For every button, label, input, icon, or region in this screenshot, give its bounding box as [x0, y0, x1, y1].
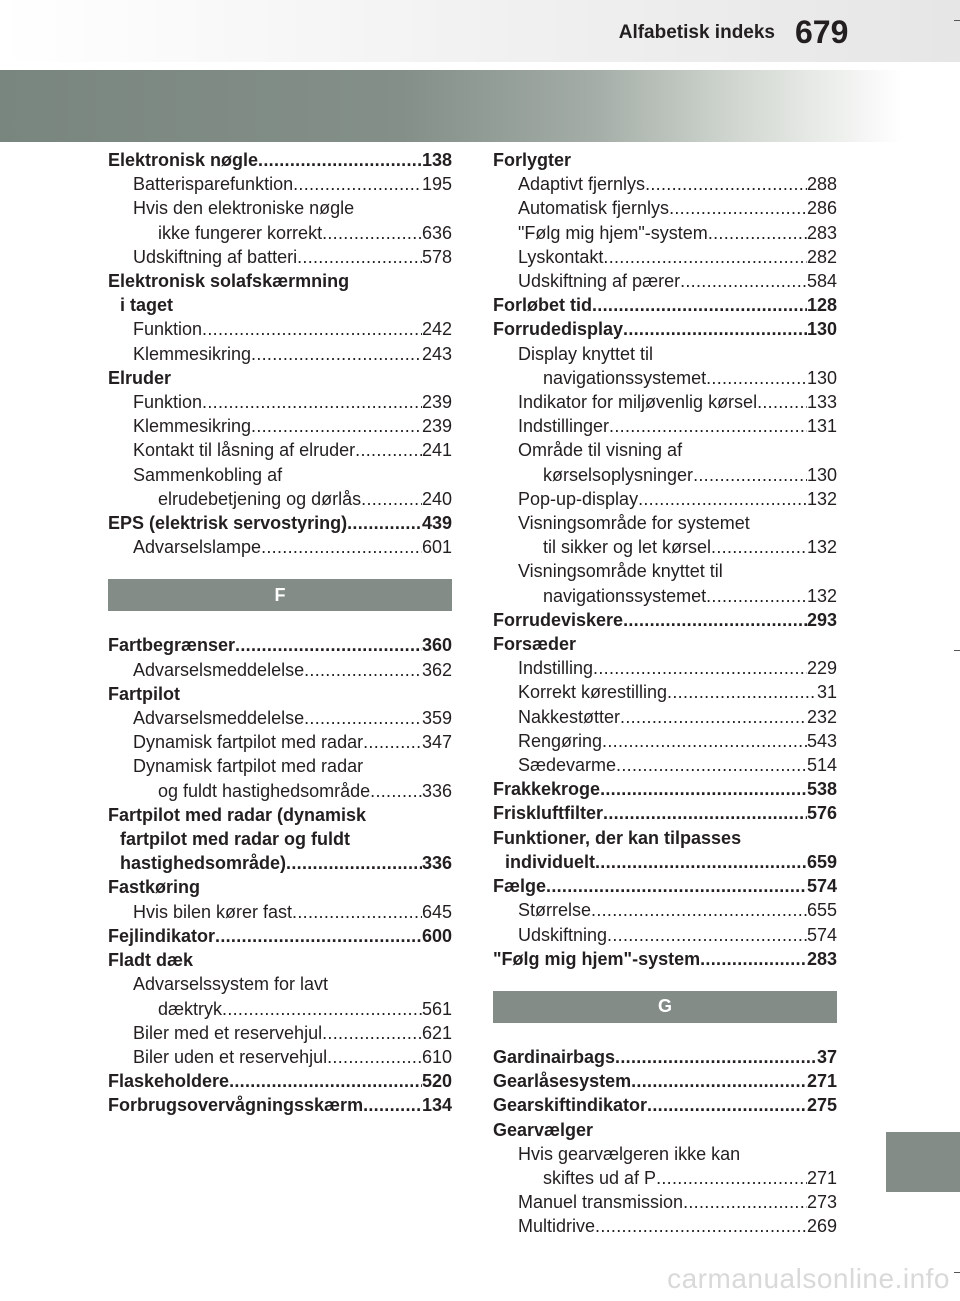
dot-leader	[286, 851, 422, 875]
page-reference[interactable]: 283	[806, 948, 837, 969]
dot-leader	[620, 705, 807, 729]
dot-leader	[363, 1093, 422, 1117]
index-entry	[493, 874, 837, 898]
index-term: Forlygter	[493, 150, 572, 170]
index-entry	[108, 851, 452, 875]
index-entry	[108, 730, 452, 754]
dot-leader	[623, 317, 807, 341]
crop-mark	[954, 20, 960, 21]
index-entry	[493, 535, 837, 559]
index-term: individuelt	[505, 851, 595, 872]
index-term: Display knyttet til	[518, 343, 654, 364]
page-reference[interactable]: 134	[421, 1095, 452, 1116]
index-entry	[493, 293, 837, 317]
index-term: Flaskeholdere	[108, 1071, 230, 1092]
index-term: Størrelse	[518, 900, 592, 921]
dot-leader	[304, 706, 422, 730]
index-term: i taget	[120, 295, 174, 316]
page-reference[interactable]: 128	[806, 295, 837, 316]
index-entry	[108, 511, 452, 535]
index-entry	[493, 172, 837, 196]
dot-leader	[202, 390, 422, 414]
index-term: Advarselsmeddelelse	[133, 708, 305, 729]
index-term: ikke fungerer korrekt	[158, 222, 323, 243]
index-term: Hvis gearvælgeren ikke kan	[518, 1143, 741, 1164]
index-entry	[108, 924, 452, 948]
page-reference[interactable]: 645	[421, 901, 452, 922]
watermark: carmanualsonline.info	[667, 1263, 950, 1294]
dot-leader	[603, 245, 807, 269]
index-term: Advarselslampe	[133, 537, 262, 558]
index-entry	[108, 221, 452, 245]
dot-leader	[700, 947, 807, 971]
index-entry	[108, 148, 452, 172]
page-reference[interactable]: 561	[421, 998, 452, 1019]
index-entry	[493, 245, 837, 269]
index-term: Fælge	[493, 876, 547, 897]
index-entry	[493, 898, 837, 922]
dot-leader	[595, 850, 807, 874]
page-reference[interactable]: 601	[421, 537, 452, 558]
index-entry	[493, 1069, 837, 1093]
dot-leader	[235, 633, 422, 657]
page-reference[interactable]: 239	[421, 392, 452, 413]
index-entry	[108, 658, 452, 682]
index-entry	[108, 1069, 452, 1093]
index-column-right	[493, 148, 837, 1239]
index-entry	[108, 245, 452, 269]
index-term: navigationssystemet	[543, 367, 707, 388]
index-term: Fartpilot med radar (dynamisk	[108, 804, 367, 825]
index-term: Automatisk fjernlys	[518, 198, 670, 219]
index-entry	[493, 269, 837, 293]
page-header	[0, 0, 960, 62]
page-reference[interactable]: 576	[806, 803, 837, 824]
index-entry	[493, 366, 837, 390]
index-term: Sammenkobling af	[133, 464, 283, 485]
page-reference[interactable]: 543	[806, 730, 837, 751]
header-title: Alfabetisk indeks	[618, 22, 775, 43]
index-term: Gearvælger	[493, 1119, 594, 1140]
index-term: Forløbet tid	[493, 295, 592, 316]
dot-leader	[693, 463, 807, 487]
index-entry	[493, 463, 837, 487]
dot-leader	[616, 753, 807, 777]
index-term: Område til visning af	[518, 440, 683, 461]
index-term: Friskluftfilter	[493, 803, 604, 824]
index-entry	[493, 390, 837, 414]
index-entry	[493, 608, 837, 632]
page-reference[interactable]: 659	[806, 851, 837, 872]
page-reference[interactable]: 655	[806, 900, 837, 921]
page-reference[interactable]: 362	[421, 659, 452, 680]
page-reference[interactable]: 621	[421, 1022, 452, 1043]
index-entry	[108, 997, 452, 1021]
index-entry	[493, 317, 837, 341]
dot-leader	[638, 487, 807, 511]
dot-leader	[631, 1069, 807, 1093]
index-entry	[493, 801, 837, 825]
index-entry	[493, 850, 837, 874]
dot-leader	[261, 535, 422, 559]
dot-leader	[229, 1069, 422, 1093]
page-reference[interactable]: 241	[421, 440, 452, 461]
index-entry	[493, 680, 837, 704]
page-reference[interactable]: 132	[806, 488, 837, 509]
dot-leader	[602, 729, 807, 753]
index-term: Sædevarme	[518, 755, 617, 776]
index-term: Fartbegrænser	[108, 635, 236, 656]
index-term: Dynamisk fartpilot med radar	[133, 732, 364, 753]
index-entry	[493, 753, 837, 777]
index-entry	[493, 1214, 837, 1238]
dot-leader	[363, 730, 422, 754]
index-entry	[108, 1045, 452, 1069]
index-term: Forbrugsovervågningsskærm	[108, 1095, 364, 1116]
index-term: skiftes ud af P	[543, 1167, 657, 1188]
page-reference[interactable]: 269	[806, 1216, 837, 1237]
index-term: Indstilling	[518, 658, 594, 679]
index-term: Biler uden et reservehjul	[133, 1046, 328, 1067]
dot-leader	[592, 293, 807, 317]
dot-leader	[258, 148, 422, 172]
index-entry	[493, 777, 837, 801]
page-reference[interactable]: 336	[421, 853, 452, 874]
index-entry	[108, 706, 452, 730]
index-term: Gardinairbags	[493, 1046, 616, 1067]
dot-leader	[322, 221, 422, 245]
index-term: hastighedsområde)	[120, 853, 287, 874]
page-reference[interactable]: 293	[806, 609, 837, 630]
dot-leader	[708, 221, 807, 245]
page-reference[interactable]: 283	[806, 222, 837, 243]
dot-leader	[603, 801, 807, 825]
dot-leader	[347, 511, 422, 535]
index-term: Klemmesikring	[133, 343, 252, 364]
page-reference[interactable]: 286	[806, 198, 837, 219]
index-term: Dynamisk fartpilot med radar	[133, 756, 364, 777]
index-entry	[493, 729, 837, 753]
index-entry	[493, 656, 837, 680]
page-number: 679	[795, 14, 849, 50]
index-entry	[493, 414, 837, 438]
dot-leader	[623, 608, 807, 632]
dot-leader	[546, 874, 807, 898]
index-term: Forrudedisplay	[493, 319, 624, 340]
index-term: elrudebetjening og dørlås	[158, 488, 362, 509]
dot-leader	[297, 245, 422, 269]
section-header: G	[493, 991, 837, 1023]
dot-leader	[645, 172, 807, 196]
index-term: Adaptivt fjernlys	[518, 174, 646, 195]
index-entry	[108, 172, 452, 196]
page-reference[interactable]: 229	[806, 658, 837, 679]
page-reference[interactable]: 31	[816, 682, 837, 703]
index-entry	[493, 1166, 837, 1190]
dot-leader	[215, 924, 422, 948]
index-term: Fastkøring	[108, 877, 201, 898]
page-reference[interactable]: 574	[806, 876, 837, 897]
dot-leader	[251, 342, 422, 366]
dot-leader	[656, 1166, 807, 1190]
index-term: Visningsområde for systemet	[518, 513, 750, 534]
index-term: Advarselsmeddelelse	[133, 659, 305, 680]
section-header: F	[108, 579, 452, 611]
index-entry	[493, 1093, 837, 1117]
dot-leader	[327, 1045, 422, 1069]
page-reference[interactable]: 240	[421, 488, 452, 509]
index-entry	[108, 1021, 452, 1045]
dot-leader	[647, 1093, 807, 1117]
index-term: Nakkestøtter	[518, 706, 621, 727]
index-entry	[108, 779, 452, 803]
dot-leader	[669, 196, 807, 220]
index-term: Udskiftning	[518, 924, 608, 945]
index-entry	[493, 221, 837, 245]
page-reference[interactable]: 133	[806, 392, 837, 413]
index-term: Hvis den elektroniske nøgle	[133, 198, 355, 219]
index-entry	[108, 633, 452, 657]
page-reference[interactable]: 610	[421, 1046, 452, 1067]
page-reference[interactable]: 574	[806, 924, 837, 945]
page-reference[interactable]: 232	[806, 706, 837, 727]
index-term: kørselsoplysninger	[543, 464, 694, 485]
index-term: Elruder	[108, 367, 172, 388]
page-reference[interactable]: 636	[421, 222, 452, 243]
index-entry	[108, 900, 452, 924]
page-reference[interactable]: 195	[421, 174, 452, 195]
index-term: Klemmesikring	[133, 416, 252, 437]
index-term: Fejlindikator	[108, 925, 216, 946]
page-reference[interactable]: 130	[806, 464, 837, 485]
page-reference[interactable]: 130	[806, 367, 837, 388]
index-term: EPS (elektrisk servostyring)	[108, 513, 348, 534]
index-term: Udskiftning af batteri	[133, 246, 298, 267]
page-reference[interactable]: 132	[806, 537, 837, 558]
index-term: Korrekt kørestilling	[518, 682, 668, 703]
dot-leader	[293, 172, 422, 196]
page-reference[interactable]: 439	[421, 513, 452, 534]
dot-leader	[615, 1045, 817, 1069]
index-term: Indikator for miljøvenlig kørsel	[518, 392, 758, 413]
dot-leader	[607, 923, 807, 947]
index-term: Batterisparefunktion	[133, 174, 294, 195]
dot-leader	[683, 1190, 807, 1214]
index-term: til sikker og let kørsel	[543, 537, 712, 558]
page-reference[interactable]: 130	[806, 319, 837, 340]
page-reference[interactable]: 288	[806, 174, 837, 195]
dot-leader	[706, 366, 807, 390]
index-term: Elektronisk nøgle	[108, 150, 259, 170]
index-entry	[493, 947, 837, 971]
index-entry	[108, 342, 452, 366]
index-term: Fladt dæk	[108, 950, 194, 971]
page-reference[interactable]: 131	[806, 416, 837, 437]
index-entry	[493, 1190, 837, 1214]
index-entry	[108, 317, 452, 341]
index-entry	[108, 390, 452, 414]
page-reference[interactable]: 520	[421, 1071, 452, 1092]
chapter-tab	[886, 1132, 960, 1192]
index-term: Udskiftning af pærer	[518, 271, 681, 292]
index-term: Multidrive	[518, 1216, 596, 1237]
dot-leader	[222, 997, 422, 1021]
index-term: Pop-up-display	[518, 488, 639, 509]
page-reference[interactable]: 514	[806, 755, 837, 776]
dot-leader	[202, 317, 422, 341]
header-band	[0, 70, 960, 142]
dot-leader	[711, 535, 807, 559]
crop-mark	[954, 1272, 960, 1273]
dot-leader	[706, 584, 807, 608]
index-entry	[108, 1093, 452, 1117]
index-term: Lyskontakt	[518, 246, 604, 267]
index-term: Frakkekroge	[493, 779, 601, 800]
index-column-left	[108, 148, 452, 1118]
index-entry	[493, 705, 837, 729]
index-term: Kontakt til låsning af elruder	[133, 440, 356, 461]
index-term: Gearlåsesystem	[493, 1071, 632, 1092]
page-reference[interactable]: 600	[421, 925, 452, 946]
dot-leader	[609, 414, 807, 438]
page-reference[interactable]: 273	[806, 1192, 837, 1213]
index-term: dæktryk	[158, 998, 223, 1019]
index-term: Visningsområde knyttet til	[518, 561, 723, 582]
index-entry	[493, 487, 837, 511]
index-term: fartpilot med radar og fuldt	[120, 829, 351, 850]
index-entry	[493, 196, 837, 220]
index-term: Gearskiftindikator	[493, 1095, 648, 1116]
dot-leader	[667, 680, 817, 704]
page-reference[interactable]: 282	[806, 246, 837, 267]
index-entry	[108, 414, 452, 438]
index-term: Fartpilot	[108, 683, 180, 704]
dot-leader	[370, 779, 422, 803]
index-entry	[493, 584, 837, 608]
index-entry	[108, 487, 452, 511]
dot-leader	[593, 656, 807, 680]
page-reference[interactable]: 336	[421, 780, 452, 801]
index-term: Funktion	[133, 392, 203, 413]
index-term: Forrudeviskere	[493, 609, 624, 630]
index-term: og fuldt hastighedsområde	[158, 780, 371, 801]
dot-leader	[361, 487, 422, 511]
index-term: Forsæder	[493, 634, 577, 655]
index-term: Advarselssystem for lavt	[133, 974, 329, 995]
page-reference[interactable]: 132	[806, 585, 837, 606]
dot-leader	[292, 900, 422, 924]
dot-leader	[322, 1021, 422, 1045]
page-reference[interactable]: 275	[806, 1095, 837, 1116]
page-reference[interactable]: 271	[806, 1071, 837, 1092]
index-entry	[493, 923, 837, 947]
index-term: Manuel transmission	[518, 1192, 684, 1213]
index-term: Elektronisk solafskærmning	[108, 271, 350, 292]
dot-leader	[595, 1214, 807, 1238]
index-entry	[108, 535, 452, 559]
page-reference[interactable]: 347	[421, 732, 452, 753]
page-reference[interactable]: 271	[806, 1167, 837, 1188]
index-entry	[493, 1045, 837, 1069]
page-reference[interactable]: 37	[816, 1046, 837, 1067]
index-term: Funktioner, der kan tilpasses	[493, 827, 742, 848]
index-term: navigationssystemet	[543, 585, 707, 606]
dot-leader	[680, 269, 807, 293]
page-reference[interactable]: 243	[421, 343, 452, 364]
dot-leader	[355, 438, 422, 462]
index-term: "Følg mig hjem"-system	[518, 222, 708, 243]
page-reference[interactable]: 538	[806, 779, 837, 800]
dot-leader	[591, 898, 807, 922]
index-term: Biler med et reservehjul	[133, 1022, 323, 1043]
dot-leader	[304, 658, 422, 682]
page-reference[interactable]: 242	[421, 319, 452, 340]
page-reference[interactable]: 239	[421, 416, 452, 437]
page-reference[interactable]: 584	[806, 271, 837, 292]
index-entry	[108, 438, 452, 462]
index-term: Indstillinger	[518, 416, 610, 437]
dot-leader	[251, 414, 422, 438]
page-reference[interactable]: 359	[421, 708, 452, 729]
page-reference[interactable]: 578	[421, 246, 452, 267]
dot-leader	[600, 777, 807, 801]
dot-leader	[757, 390, 807, 414]
page-reference[interactable]: 138	[421, 150, 452, 170]
index-term: Rengøring	[518, 730, 603, 751]
crop-mark	[954, 650, 960, 651]
index-term: "Følg mig hjem"-system	[493, 948, 701, 969]
index-term: Funktion	[133, 319, 203, 340]
index-term: Hvis bilen kører fast	[133, 901, 293, 922]
page-reference[interactable]: 360	[421, 635, 452, 656]
